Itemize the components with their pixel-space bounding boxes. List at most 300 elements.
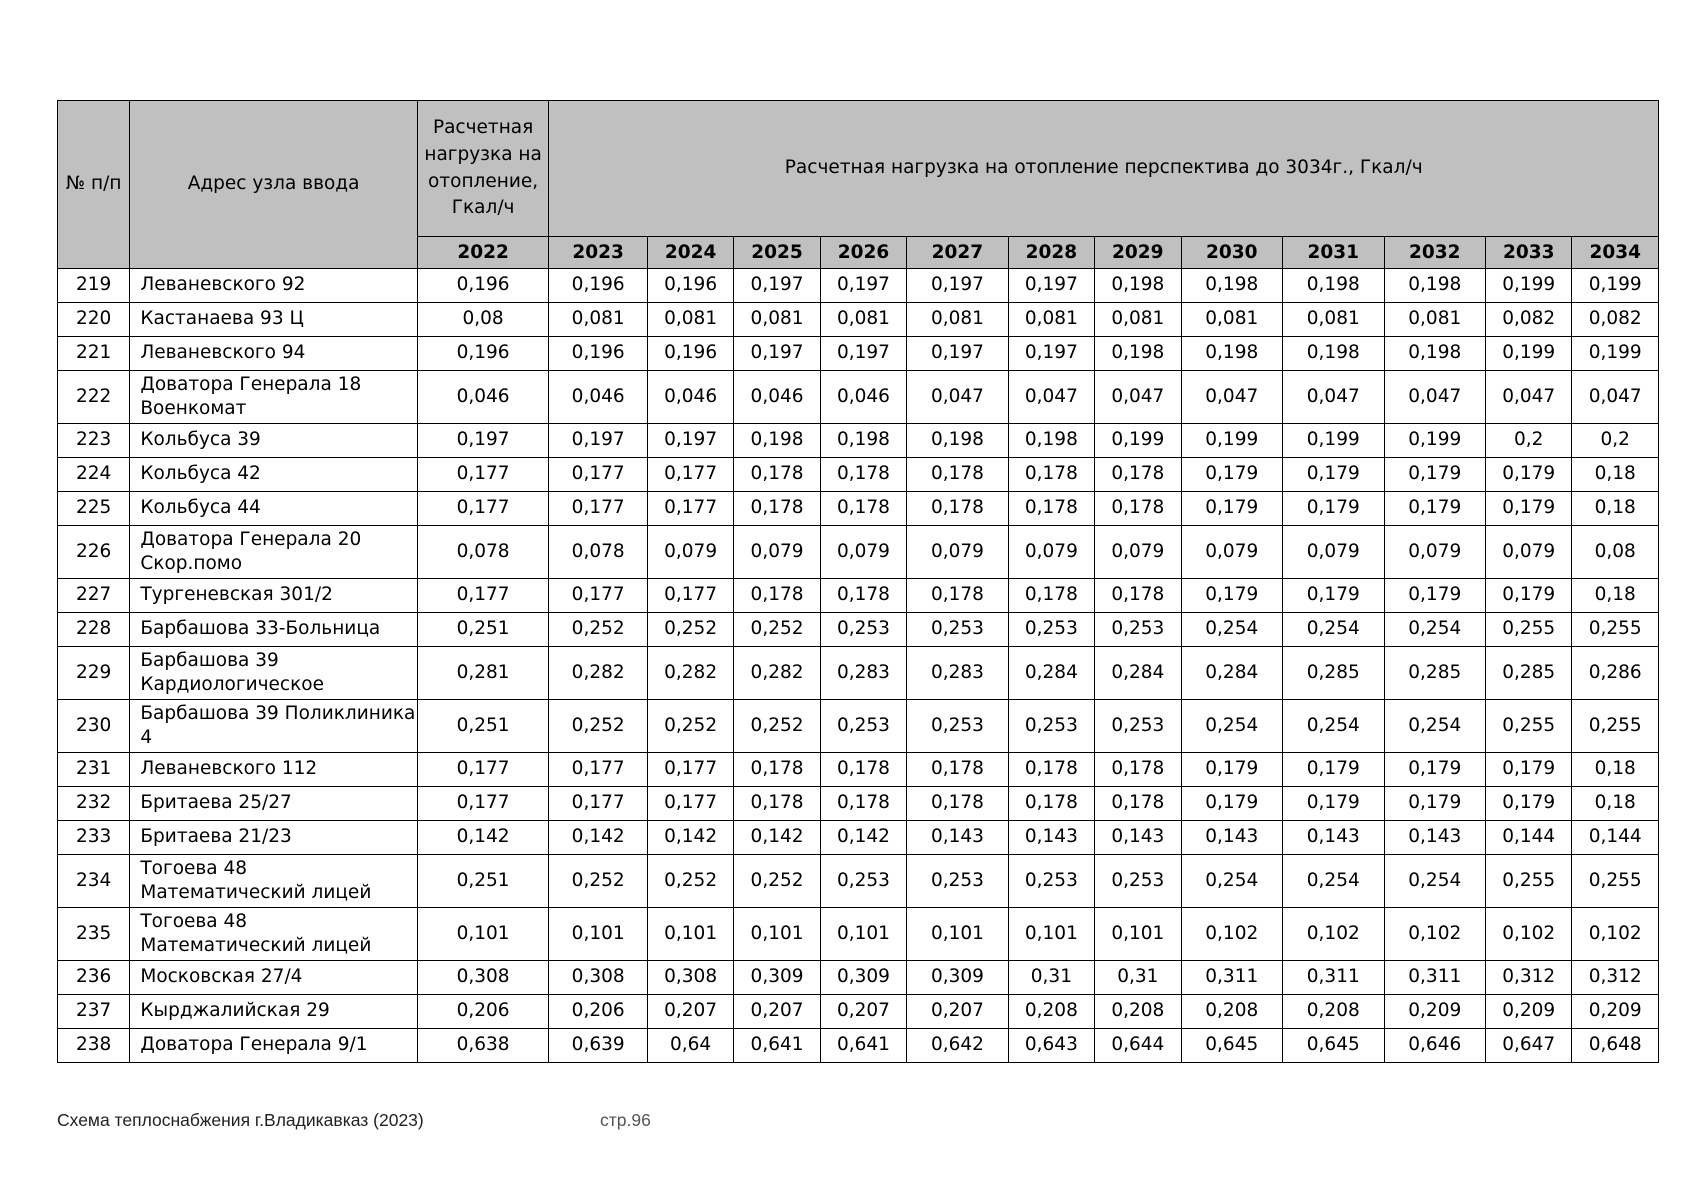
load-value-cell: 0,177: [549, 787, 647, 821]
load-value-cell: 0,206: [549, 995, 647, 1029]
row-address: Тургеневская 301/2: [130, 579, 417, 613]
load-value-cell: 0,197: [417, 424, 549, 458]
load-value-cell: 0,643: [1008, 1029, 1094, 1063]
load-value-cell: 0,177: [417, 492, 549, 526]
load-value-cell: 0,251: [417, 700, 549, 753]
load-value-cell: 0,251: [417, 613, 549, 647]
load-value-cell: 0,209: [1486, 995, 1572, 1029]
load-value-cell: 0,081: [820, 303, 906, 337]
row-number: 230: [58, 700, 130, 753]
load-value-cell: 0,198: [907, 424, 1009, 458]
load-value-cell: 0,281: [417, 647, 549, 700]
load-value-cell: 0,142: [549, 821, 647, 855]
load-value-cell: 0,198: [1283, 337, 1385, 371]
load-value-cell: 0,638: [417, 1029, 549, 1063]
load-value-cell: 0,178: [1095, 787, 1181, 821]
row-address: Кастанаева 93 Ц: [130, 303, 417, 337]
load-value-cell: 0,284: [1095, 647, 1181, 700]
load-value-cell: 0,282: [549, 647, 647, 700]
load-value-cell: 0,179: [1486, 753, 1572, 787]
row-address: Бритаева 21/23: [130, 821, 417, 855]
row-number: 223: [58, 424, 130, 458]
table-row: [58, 303, 1659, 337]
load-value-cell: 0,253: [907, 700, 1009, 753]
load-value-cell: 0,252: [549, 613, 647, 647]
row-number: 233: [58, 821, 130, 855]
load-value-cell: 0,143: [1008, 821, 1094, 855]
load-value-cell: 0,178: [1095, 579, 1181, 613]
row-number: 234: [58, 855, 130, 908]
load-value-cell: 0,047: [1181, 371, 1283, 424]
load-value-cell: 0,046: [647, 371, 733, 424]
row-number: 235: [58, 908, 130, 961]
load-value-cell: 0,179: [1384, 579, 1486, 613]
header-year-2028: 2028: [1008, 237, 1094, 269]
row-address: Леваневского 92: [130, 269, 417, 303]
load-value-cell: 0,08: [417, 303, 549, 337]
load-value-cell: 0,177: [549, 458, 647, 492]
load-value-cell: 0,047: [1283, 371, 1385, 424]
load-value-cell: 0,046: [417, 371, 549, 424]
load-value-cell: 0,253: [907, 855, 1009, 908]
load-value-cell: 0,177: [647, 753, 733, 787]
load-value-cell: 0,178: [734, 492, 820, 526]
row-address: Кольбуса 44: [130, 492, 417, 526]
load-value-cell: 0,179: [1181, 787, 1283, 821]
load-value-cell: 0,196: [549, 337, 647, 371]
load-value-cell: 0,206: [417, 995, 549, 1029]
load-value-cell: 0,254: [1384, 700, 1486, 753]
load-value-cell: 0,079: [1384, 526, 1486, 579]
row-address: Тогоева 48 Математический лицей: [130, 908, 417, 961]
load-value-cell: 0,285: [1283, 647, 1385, 700]
load-value-cell: 0,18: [1572, 753, 1659, 787]
load-value-cell: 0,177: [647, 492, 733, 526]
load-value-cell: 0,179: [1181, 753, 1283, 787]
load-value-cell: 0,197: [820, 269, 906, 303]
load-value-cell: 0,177: [417, 458, 549, 492]
load-value-cell: 0,208: [1095, 995, 1181, 1029]
row-address: Леваневского 94: [130, 337, 417, 371]
load-value-cell: 0,254: [1181, 700, 1283, 753]
load-value-cell: 0,197: [907, 337, 1009, 371]
load-value-cell: 0,198: [1384, 269, 1486, 303]
heat-load-table: [57, 100, 1659, 1063]
load-value-cell: 0,209: [1572, 995, 1659, 1029]
load-value-cell: 0,196: [647, 269, 733, 303]
footer-title: Схема теплоснабжения г.Владикавказ (2023): [57, 1110, 424, 1130]
load-value-cell: 0,199: [1486, 269, 1572, 303]
load-value-cell: 0,254: [1283, 613, 1385, 647]
row-address: Кырджалийская 29: [130, 995, 417, 1029]
header-load-calc: Расчетная нагрузка на отопление, Гкал/ч: [417, 101, 549, 237]
table-row: [58, 787, 1659, 821]
load-value-cell: 0,284: [1181, 647, 1283, 700]
load-value-cell: 0,207: [820, 995, 906, 1029]
load-value-cell: 0,199: [1486, 337, 1572, 371]
load-value-cell: 0,079: [1486, 526, 1572, 579]
load-value-cell: 0,078: [549, 526, 647, 579]
load-value-cell: 0,178: [820, 579, 906, 613]
load-value-cell: 0,177: [549, 753, 647, 787]
header-year-2034: 2034: [1572, 237, 1659, 269]
load-value-cell: 0,198: [1181, 269, 1283, 303]
load-value-cell: 0,082: [1486, 303, 1572, 337]
table-row: [58, 613, 1659, 647]
load-value-cell: 0,101: [417, 908, 549, 961]
page-number: стр.96: [600, 1110, 651, 1130]
table-row: [58, 995, 1659, 1029]
table-row: [58, 337, 1659, 371]
load-value-cell: 0,178: [1008, 787, 1094, 821]
load-value-cell: 0,177: [417, 753, 549, 787]
load-value-cell: 0,179: [1486, 492, 1572, 526]
load-value-cell: 0,309: [734, 961, 820, 995]
load-value-cell: 0,197: [734, 269, 820, 303]
header-year-2032: 2032: [1384, 237, 1486, 269]
load-value-cell: 0,143: [1095, 821, 1181, 855]
table-row: [58, 821, 1659, 855]
load-value-cell: 0,308: [647, 961, 733, 995]
load-value-cell: 0,081: [1384, 303, 1486, 337]
load-value-cell: 0,102: [1486, 908, 1572, 961]
table-row: [58, 492, 1659, 526]
table-row: [58, 700, 1659, 753]
load-value-cell: 0,102: [1181, 908, 1283, 961]
load-value-cell: 0,047: [907, 371, 1009, 424]
load-value-cell: 0,179: [1486, 579, 1572, 613]
load-value-cell: 0,179: [1384, 753, 1486, 787]
load-value-cell: 0,178: [734, 579, 820, 613]
load-value-cell: 0,208: [1181, 995, 1283, 1029]
load-value-cell: 0,253: [1095, 855, 1181, 908]
row-number: 220: [58, 303, 130, 337]
load-value-cell: 0,178: [907, 787, 1009, 821]
load-value-cell: 0,179: [1283, 753, 1385, 787]
load-value-cell: 0,199: [1181, 424, 1283, 458]
load-value-cell: 0,081: [647, 303, 733, 337]
header-num: № п/п: [58, 101, 130, 269]
load-value-cell: 0,178: [1008, 458, 1094, 492]
load-value-cell: 0,178: [734, 787, 820, 821]
load-value-cell: 0,311: [1384, 961, 1486, 995]
load-value-cell: 0,2: [1486, 424, 1572, 458]
load-value-cell: 0,199: [1572, 337, 1659, 371]
load-value-cell: 0,047: [1008, 371, 1094, 424]
table-row: [58, 269, 1659, 303]
load-value-cell: 0,252: [549, 700, 647, 753]
load-value-cell: 0,079: [734, 526, 820, 579]
load-value-cell: 0,196: [417, 269, 549, 303]
load-value-cell: 0,081: [907, 303, 1009, 337]
load-value-cell: 0,199: [1095, 424, 1181, 458]
load-value-cell: 0,082: [1572, 303, 1659, 337]
table-row: [58, 961, 1659, 995]
load-value-cell: 0,254: [1283, 855, 1385, 908]
load-value-cell: 0,285: [1384, 647, 1486, 700]
load-value-cell: 0,101: [734, 908, 820, 961]
load-value-cell: 0,079: [820, 526, 906, 579]
table-row: [58, 424, 1659, 458]
load-value-cell: 0,252: [647, 855, 733, 908]
load-value-cell: 0,641: [820, 1029, 906, 1063]
load-value-cell: 0,179: [1384, 458, 1486, 492]
load-value-cell: 0,046: [734, 371, 820, 424]
load-value-cell: 0,08: [1572, 526, 1659, 579]
load-value-cell: 0,196: [647, 337, 733, 371]
load-value-cell: 0,101: [907, 908, 1009, 961]
load-value-cell: 0,255: [1572, 613, 1659, 647]
load-value-cell: 0,282: [734, 647, 820, 700]
load-value-cell: 0,639: [549, 1029, 647, 1063]
row-address: Доватора Генерала 18 Военкомат: [130, 371, 417, 424]
row-address: Тогоева 48 Математический лицей: [130, 855, 417, 908]
load-value-cell: 0,179: [1486, 458, 1572, 492]
table-row: [58, 855, 1659, 908]
load-value-cell: 0,081: [1008, 303, 1094, 337]
load-value-cell: 0,102: [1384, 908, 1486, 961]
load-value-cell: 0,252: [734, 855, 820, 908]
header-perspective: Расчетная нагрузка на отопление перспектива до 3034г., Гкал/ч: [549, 101, 1659, 237]
load-value-cell: 0,251: [417, 855, 549, 908]
load-value-cell: 0,648: [1572, 1029, 1659, 1063]
table-row: [58, 526, 1659, 579]
row-address: Кольбуса 39: [130, 424, 417, 458]
load-value-cell: 0,078: [417, 526, 549, 579]
header-year-2023: 2023: [549, 237, 647, 269]
load-value-cell: 0,179: [1384, 492, 1486, 526]
load-value-cell: 0,18: [1572, 579, 1659, 613]
load-value-cell: 0,283: [907, 647, 1009, 700]
load-value-cell: 0,079: [647, 526, 733, 579]
load-value-cell: 0,178: [1008, 492, 1094, 526]
header-year-2027: 2027: [907, 237, 1009, 269]
header-year-2030: 2030: [1181, 237, 1283, 269]
load-value-cell: 0,177: [647, 579, 733, 613]
table-row: [58, 908, 1659, 961]
load-value-cell: 0,142: [417, 821, 549, 855]
load-value-cell: 0,177: [417, 579, 549, 613]
load-value-cell: 0,079: [1283, 526, 1385, 579]
row-number: 228: [58, 613, 130, 647]
load-value-cell: 0,254: [1384, 613, 1486, 647]
load-value-cell: 0,079: [1008, 526, 1094, 579]
load-value-cell: 0,64: [647, 1029, 733, 1063]
load-value-cell: 0,207: [647, 995, 733, 1029]
load-value-cell: 0,142: [734, 821, 820, 855]
load-value-cell: 0,178: [907, 753, 1009, 787]
load-value-cell: 0,178: [820, 458, 906, 492]
load-value-cell: 0,31: [1095, 961, 1181, 995]
load-value-cell: 0,283: [820, 647, 906, 700]
load-value-cell: 0,254: [1283, 700, 1385, 753]
load-value-cell: 0,197: [1008, 337, 1094, 371]
row-number: 227: [58, 579, 130, 613]
row-address: Кольбуса 42: [130, 458, 417, 492]
load-value-cell: 0,254: [1181, 855, 1283, 908]
load-value-cell: 0,308: [549, 961, 647, 995]
load-value-cell: 0,252: [549, 855, 647, 908]
load-value-cell: 0,252: [734, 613, 820, 647]
load-value-cell: 0,047: [1095, 371, 1181, 424]
load-value-cell: 0,253: [820, 855, 906, 908]
load-value-cell: 0,196: [417, 337, 549, 371]
row-number: 225: [58, 492, 130, 526]
load-value-cell: 0,645: [1283, 1029, 1385, 1063]
load-value-cell: 0,252: [647, 613, 733, 647]
load-value-cell: 0,255: [1486, 613, 1572, 647]
load-value-cell: 0,142: [820, 821, 906, 855]
header-year-2031: 2031: [1283, 237, 1385, 269]
load-value-cell: 0,209: [1384, 995, 1486, 1029]
load-value-cell: 0,199: [1572, 269, 1659, 303]
table-header: [58, 101, 1659, 269]
header-year-2022: 2022: [417, 237, 549, 269]
row-address: Бритаева 25/27: [130, 787, 417, 821]
load-value-cell: 0,178: [1008, 579, 1094, 613]
load-value-cell: 0,311: [1283, 961, 1385, 995]
header-year-2033: 2033: [1486, 237, 1572, 269]
load-value-cell: 0,177: [647, 787, 733, 821]
load-value-cell: 0,255: [1486, 855, 1572, 908]
load-value-cell: 0,143: [907, 821, 1009, 855]
row-address: Доватора Генерала 20 Скор.помо: [130, 526, 417, 579]
load-value-cell: 0,312: [1486, 961, 1572, 995]
load-value-cell: 0,178: [1095, 458, 1181, 492]
load-value-cell: 0,197: [907, 269, 1009, 303]
load-value-cell: 0,199: [1384, 424, 1486, 458]
load-value-cell: 0,143: [1283, 821, 1385, 855]
load-value-cell: 0,198: [1181, 337, 1283, 371]
load-value-cell: 0,198: [820, 424, 906, 458]
load-value-cell: 0,179: [1283, 458, 1385, 492]
header-address: Адрес узла ввода: [130, 101, 417, 269]
load-value-cell: 0,179: [1384, 787, 1486, 821]
row-address: Барбашова 39 Поликлиника 4: [130, 700, 417, 753]
load-value-cell: 0,179: [1283, 579, 1385, 613]
load-value-cell: 0,047: [1384, 371, 1486, 424]
load-value-cell: 0,101: [1008, 908, 1094, 961]
load-value-cell: 0,254: [1384, 855, 1486, 908]
load-value-cell: 0,197: [734, 337, 820, 371]
row-number: 232: [58, 787, 130, 821]
load-value-cell: 0,18: [1572, 492, 1659, 526]
header-year-2029: 2029: [1095, 237, 1181, 269]
load-value-cell: 0,178: [820, 753, 906, 787]
load-value-cell: 0,081: [549, 303, 647, 337]
load-value-cell: 0,644: [1095, 1029, 1181, 1063]
load-value-cell: 0,253: [1008, 613, 1094, 647]
load-value-cell: 0,178: [820, 492, 906, 526]
load-value-cell: 0,178: [734, 458, 820, 492]
table-row: [58, 753, 1659, 787]
load-value-cell: 0,196: [549, 269, 647, 303]
load-value-cell: 0,143: [1384, 821, 1486, 855]
load-value-cell: 0,179: [1283, 492, 1385, 526]
load-value-cell: 0,102: [1572, 908, 1659, 961]
load-value-cell: 0,253: [1008, 700, 1094, 753]
load-value-cell: 0,646: [1384, 1029, 1486, 1063]
header-year-2024: 2024: [647, 237, 733, 269]
load-value-cell: 0,178: [907, 458, 1009, 492]
load-value-cell: 0,102: [1283, 908, 1385, 961]
load-value-cell: 0,285: [1486, 647, 1572, 700]
row-address: Барбашова 33-Больница: [130, 613, 417, 647]
table-row: [58, 1029, 1659, 1063]
load-value-cell: 0,286: [1572, 647, 1659, 700]
row-address: Доватора Генерала 9/1: [130, 1029, 417, 1063]
load-value-cell: 0,312: [1572, 961, 1659, 995]
load-value-cell: 0,101: [820, 908, 906, 961]
load-value-cell: 0,18: [1572, 787, 1659, 821]
load-value-cell: 0,101: [647, 908, 733, 961]
load-value-cell: 0,253: [1095, 700, 1181, 753]
load-value-cell: 0,177: [417, 787, 549, 821]
load-value-cell: 0,178: [907, 579, 1009, 613]
load-value-cell: 0,178: [1008, 753, 1094, 787]
load-value-cell: 0,252: [734, 700, 820, 753]
load-value-cell: 0,178: [1095, 492, 1181, 526]
load-value-cell: 0,179: [1283, 787, 1385, 821]
load-value-cell: 0,081: [1095, 303, 1181, 337]
row-number: 236: [58, 961, 130, 995]
load-value-cell: 0,208: [1008, 995, 1094, 1029]
load-value-cell: 0,081: [734, 303, 820, 337]
load-value-cell: 0,253: [1095, 613, 1181, 647]
row-number: 226: [58, 526, 130, 579]
load-value-cell: 0,647: [1486, 1029, 1572, 1063]
load-value-cell: 0,179: [1181, 458, 1283, 492]
load-value-cell: 0,179: [1486, 787, 1572, 821]
load-value-cell: 0,047: [1572, 371, 1659, 424]
load-value-cell: 0,081: [1283, 303, 1385, 337]
load-value-cell: 0,046: [549, 371, 647, 424]
load-value-cell: 0,198: [1008, 424, 1094, 458]
table-row: [58, 458, 1659, 492]
load-value-cell: 0,309: [907, 961, 1009, 995]
row-number: 231: [58, 753, 130, 787]
load-value-cell: 0,309: [820, 961, 906, 995]
load-value-cell: 0,253: [907, 613, 1009, 647]
row-address: Барбашова 39 Кардиологическое: [130, 647, 417, 700]
load-value-cell: 0,207: [734, 995, 820, 1029]
table-row: [58, 647, 1659, 700]
load-value-cell: 0,142: [647, 821, 733, 855]
load-value-cell: 0,197: [1008, 269, 1094, 303]
load-value-cell: 0,047: [1486, 371, 1572, 424]
row-number: 238: [58, 1029, 130, 1063]
load-value-cell: 0,252: [647, 700, 733, 753]
load-value-cell: 0,311: [1181, 961, 1283, 995]
load-value-cell: 0,254: [1181, 613, 1283, 647]
row-address: Московская 27/4: [130, 961, 417, 995]
load-value-cell: 0,179: [1181, 579, 1283, 613]
load-value-cell: 0,208: [1283, 995, 1385, 1029]
load-value-cell: 0,101: [1095, 908, 1181, 961]
load-value-cell: 0,178: [820, 787, 906, 821]
load-value-cell: 0,642: [907, 1029, 1009, 1063]
load-value-cell: 0,308: [417, 961, 549, 995]
table-row: [58, 579, 1659, 613]
load-value-cell: 0,253: [820, 613, 906, 647]
row-number: 229: [58, 647, 130, 700]
load-value-cell: 0,101: [549, 908, 647, 961]
load-value-cell: 0,255: [1486, 700, 1572, 753]
load-value-cell: 0,198: [1095, 337, 1181, 371]
load-value-cell: 0,255: [1572, 855, 1659, 908]
row-number: 221: [58, 337, 130, 371]
load-value-cell: 0,197: [549, 424, 647, 458]
